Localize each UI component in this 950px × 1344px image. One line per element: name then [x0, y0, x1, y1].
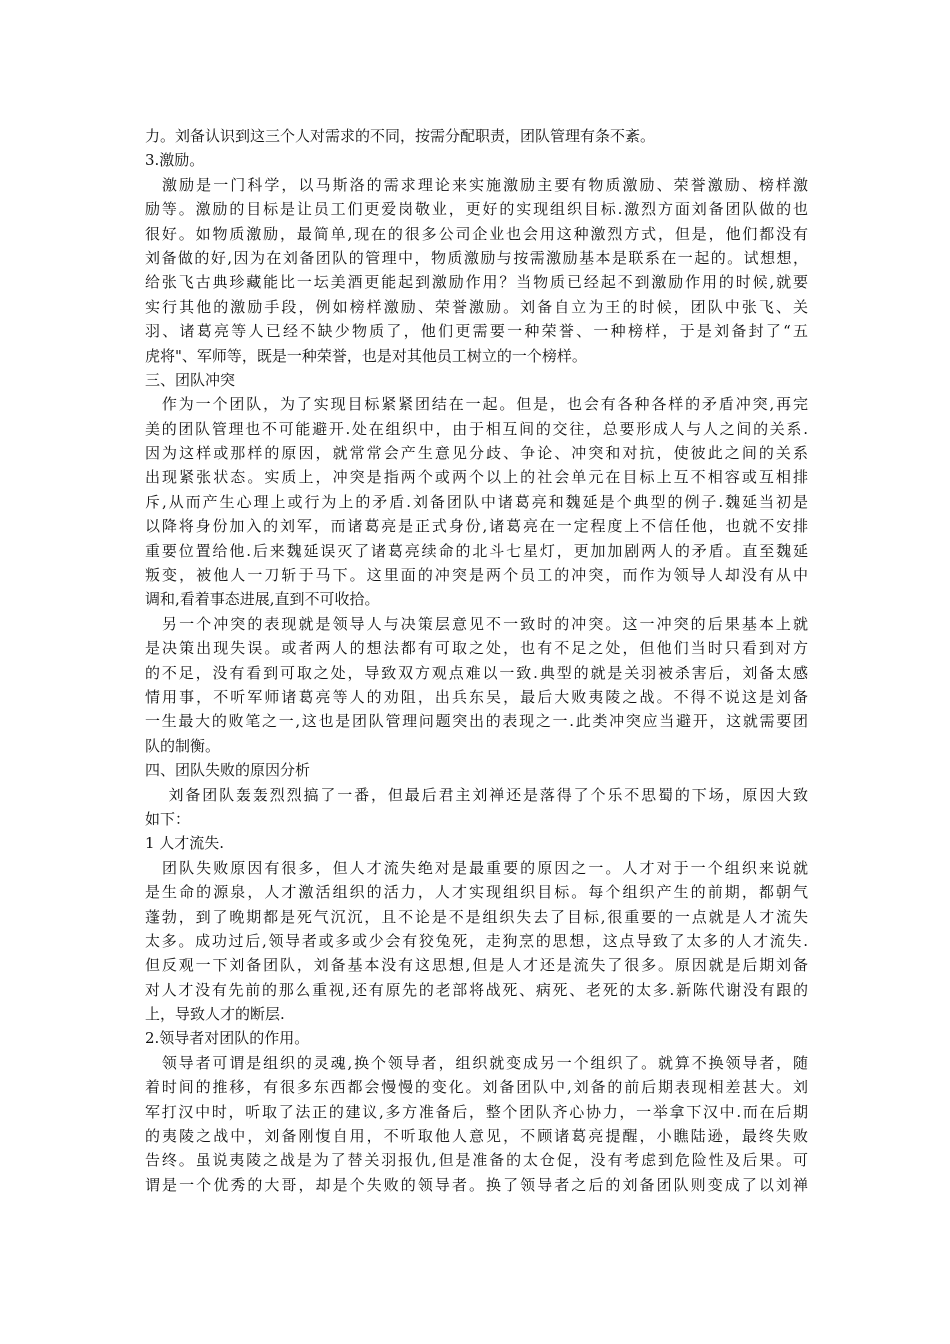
text-line: 给张飞古典珍藏能比一坛美酒更能起到激励作用？当物质已经起不到激励作用的时候,就要 — [145, 273, 808, 292]
text-line: 1 人才流失. — [145, 834, 225, 853]
text-line: 3.激励。 — [145, 151, 205, 170]
text-line: 2.领导者对团队的作用。 — [145, 1029, 310, 1048]
text-line: 调和,看着事态进展,直到不可收拾。 — [145, 590, 380, 609]
text-line: 情用事，不听军师诸葛亮等人的劝阻，出兵东吴，最后大败夷陵之战。不得不说这是刘备 — [145, 687, 808, 706]
text-line: 三、团队冲突 — [145, 370, 236, 389]
text-line: 对人才没有先前的那么重视,还有原先的老部将战死、病死、老死的太多.新陈代谢没有跟的 — [145, 980, 808, 999]
text-line: 另一个冲突的表现就是领导人与决策层意见不一致时的冲突。这一冲突的后果基本上就 — [145, 614, 808, 633]
text-line: 励等。激励的目标是让员工们更爱岗敬业，更好的实现组织目标.激烈方面刘备团队做的也 — [145, 200, 808, 219]
text-line: 斥,从而产生心理上或行为上的矛盾.刘备团队中诸葛亮和魏延是个典型的例子.魏延当初是 — [145, 492, 808, 511]
text-line: 重要位置给他.后来魏延误灭了诸葛亮续命的北斗七星灯，更加加剧两人的矛盾。直至魏延 — [145, 541, 808, 560]
text-line: 军打汉中时，听取了法正的建议,多方准备后，整个团队齐心协力，一举拿下汉中.而在后期 — [145, 1102, 808, 1121]
text-line: 以降将身份加入的刘军，而诸葛亮是正式身份,诸葛亮在一定程度上不信任他，也就不安排 — [145, 517, 808, 536]
text-line: 一生最大的败笔之一,这也是团队管理问题突出的表现之一.此类冲突应当避开，这就需要团 — [145, 712, 808, 731]
text-line: 力。刘备认识到这三个人对需求的不同，按需分配职责，团队管理有条不紊。 — [145, 127, 656, 145]
text-line: 的不足，没有看到可取之处，导致双方观点难以一致.典型的就是关羽被杀害后，刘备太感 — [145, 663, 808, 682]
text-line: 的夷陵之战中，刘备刚愎自用，不听取他人意见，不顾诸葛亮提醒，小瞧陆逊，最终失败 — [145, 1127, 808, 1146]
text-line: 谓是一个优秀的大哥，却是个失败的领导者。换了领导者之后的刘备团队则变成了以刘禅 — [145, 1175, 808, 1194]
text-line: 太多。成功过后,领导者或多或少会有狡兔死，走狗烹的思想，这点导致了太多的人才流失. — [145, 931, 808, 950]
text-line: 是生命的源泉，人才激活组织的活力，人才实现组织目标。每个组织产生的前期，都朝气 — [145, 883, 808, 902]
text-line: 刘备团队轰轰烈烈搞了一番，但最后君主刘禅还是落得了个乐不思蜀的下场，原因大致 — [145, 785, 808, 804]
text-line: 是决策出现失误。或者两人的想法都有可取之处，也有不足之处，但他们当时只看到对方 — [145, 639, 808, 658]
text-line: 美的团队管理也不可能避开.处在组织中，由于相互间的交往，总要形成人与人之间的关系. — [145, 419, 808, 438]
text-line: 因为这样或那样的原因，就常常会产生意见分歧、争论、冲突和对抗，使彼此之间的关系 — [145, 444, 808, 463]
text-line: 虎将"、军师等，既是一种荣誉，也是对其他员工树立的一个榜样。 — [145, 346, 587, 365]
text-line: 队的制衡。 — [145, 736, 221, 755]
document-page — [145, 124, 808, 1197]
text-line: 出现紧张状态。实质上，冲突是指两个或两个以上的社会单元在目标上互不相容或互相排 — [145, 468, 808, 487]
text-line: 蓬勃，到了晚期都是死气沉沉，且不论是不是组织失去了目标,很重要的一点就是人才流失 — [145, 907, 808, 926]
text-line: 实行其他的激励手段，例如榜样激励、荣誉激励。刘备自立为王的时候，团队中张飞、关 — [145, 297, 808, 316]
text-line: 很好。如物质激励，最简单,现在的很多公司企业也会用这种激烈方式，但是，他们都没有 — [145, 224, 808, 243]
text-line: 如下： — [145, 809, 191, 828]
text-line: 着时间的推移，有很多东西都会慢慢的变化。刘备团队中,刘备的前后期表现相差甚大。刘 — [145, 1078, 808, 1097]
text-line: 领导者可谓是组织的灵魂,换个领导者，组织就变成另一个组织了。就算不换领导者，随 — [145, 1053, 808, 1072]
text-line: 作为一个团队，为了实现目标紧紧团结在一起。但是，也会有各种各样的矛盾冲突,再完 — [145, 395, 808, 414]
text-line: 叛变，被他人一刀斩于马下。这里面的冲突是两个员工的冲突，而作为领导人却没有从中 — [145, 566, 808, 585]
text-line: 上，导致人才的断层. — [145, 1005, 285, 1024]
text-line: 团队失败原因有很多，但人才流失绝对是最重要的原因之一。人才对于一个组织来说就 — [145, 858, 808, 877]
text-line: 刘备做的好,因为在刘备团队的管理中，物质激励与按需激励基本是联系在一起的。试想想， — [145, 248, 808, 267]
text-line: 告终。虽说夷陵之战是为了替关羽报仇,但是准备的太仓促，没有考虑到危险性及后果。可 — [145, 1151, 808, 1170]
text-line: 羽、诸葛亮等人已经不缺少物质了，他们更需要一种荣誉、一种榜样，于是刘备封了“五 — [145, 322, 808, 341]
text-line: 但反观一下刘备团队，刘备基本没有这思想,但是人才还是流失了很多。原因就是后期刘备 — [145, 956, 808, 975]
text-line: 激励是一门科学，以马斯洛的需求理论来实施激励主要有物质激励、荣誉激励、榜样激 — [145, 175, 808, 194]
text-line: 四、团队失败的原因分析 — [145, 761, 311, 780]
